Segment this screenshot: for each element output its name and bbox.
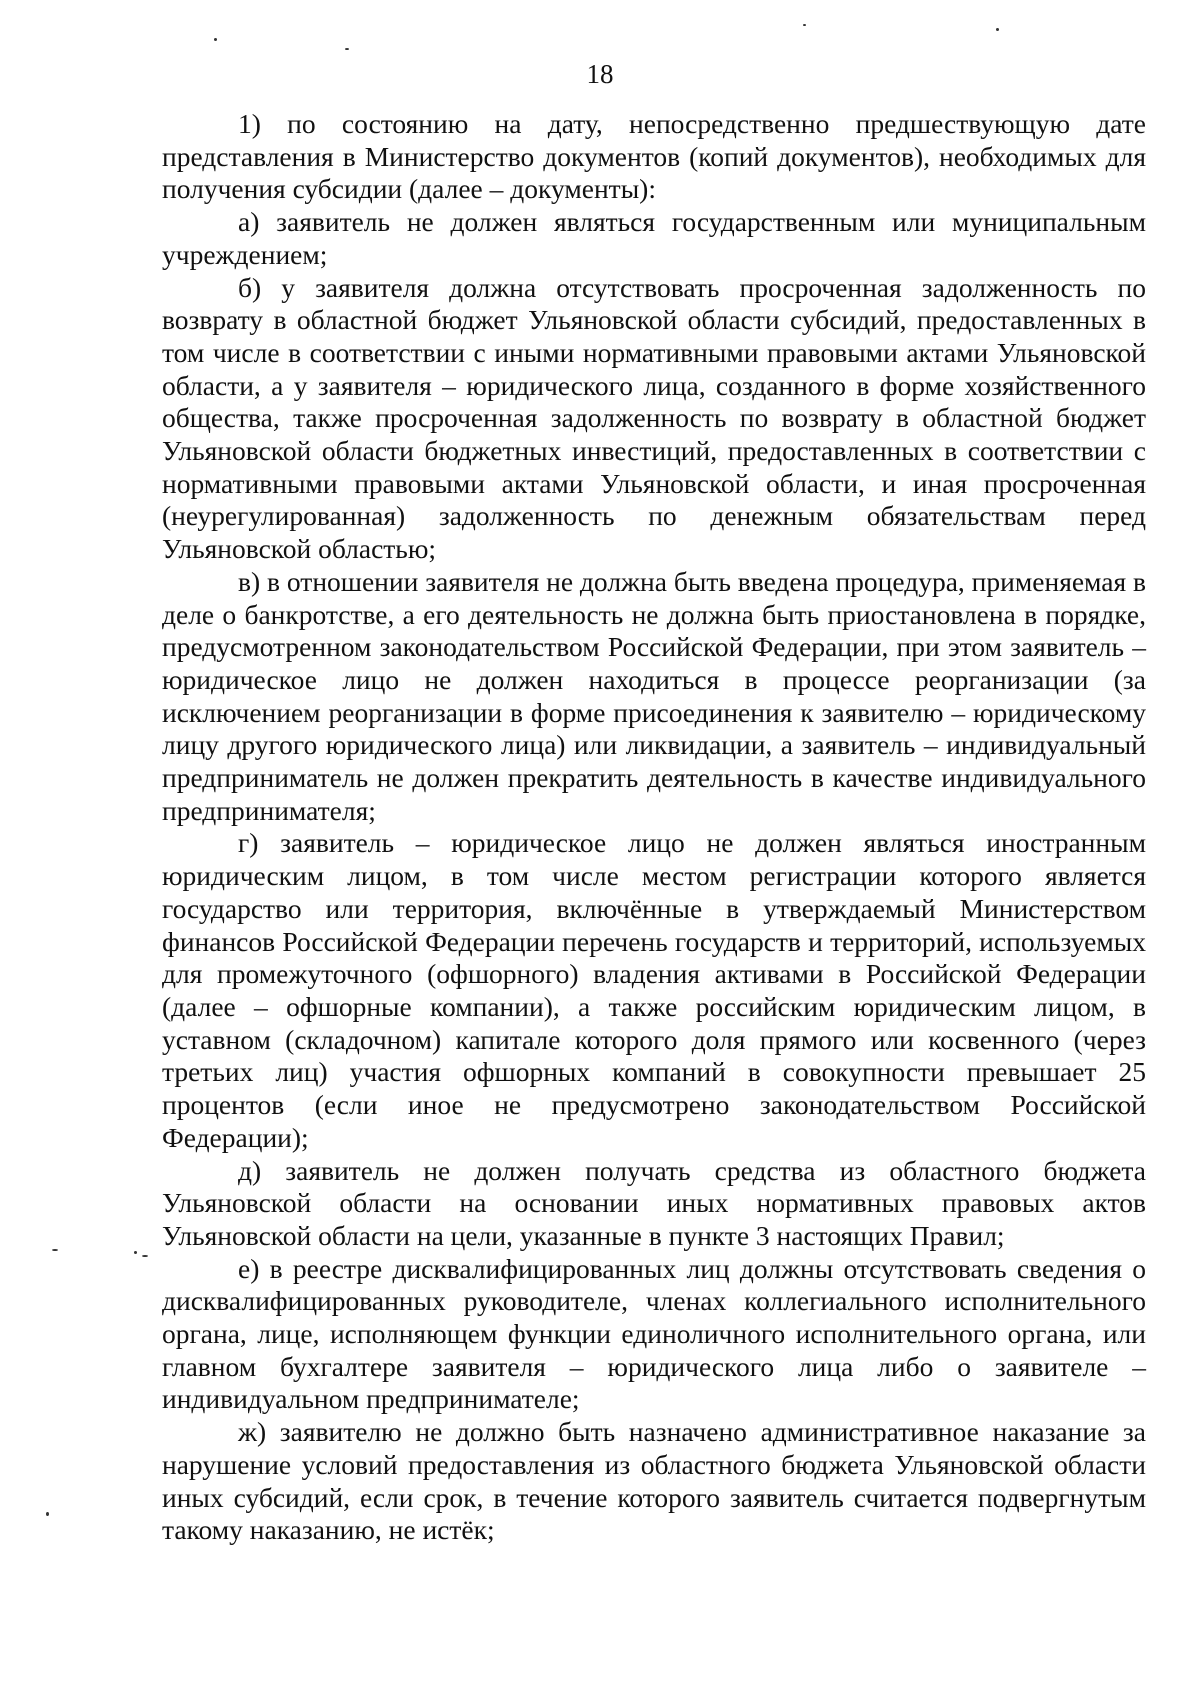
paragraph-item-a: а) заявитель не должен являться государственным или муниципальным учреждением; — [162, 206, 1146, 270]
scan-speck — [803, 24, 806, 26]
paragraph-item-e: е) в реестре дисквалифицированных лиц должны отсутствовать сведения о дисквалифицированных руководителе, членах коллегиального исполнительного органа, лице, исполняющем функции единоличного исполнительного органа, или главном бухгалтере заявителя – юридического лица либо о заявителе – индивидуальном предпринимателе; — [162, 1252, 1146, 1415]
paragraph-item-1: 1) по состоянию на дату, непосредственно предшествующую дате представления в Министерство документов (копий документов), необходимых для получения субсидии (далее – документы): — [162, 108, 1146, 205]
paragraph-item-g: г) заявитель – юридическое лицо не должен являться иностранным юридическим лицом, в том числе местом регистрации которого является государство или территория, включённые в утверждаемый Министерством финансов Российской Федерации перечень государств и территорий, используемых для промежуточного (офшорного) владения активами в Российской Федерации (далее – офшорные компании), а также российским юридическим лицом, в уставном (складочном) капитале которого доля прямого или косвенного (через третьих лиц) участия офшорных компаний в совокупности превышает 25 процентов (если иное не предусмотрено законодательством Российской Федерации); — [162, 827, 1146, 1153]
scan-speck — [52, 1249, 58, 1251]
scan-speck — [996, 28, 999, 31]
page-number: 18 — [586, 59, 614, 89]
paragraph-item-b: б) у заявителя должна отсутствовать просроченная задолженность по возврату в областной бюджет Ульяновской области субсидий, предоставленных в том числе в соответствии с иными нормативными правовыми актами Ульяновской области, а у заявителя – юридического лица, созданного в форме хозяйственного общества, также просроченная задолженность по возврату в областной бюджет Ульяновской области бюджетных инвестиций, предоставленных в соответствии с нормативными правовыми актами Ульяновской области, и иная просроченная (неурегулированная) задолженность по денежным обязательствам перед Ульяновской областью; — [162, 271, 1146, 565]
paragraph-item-zh: ж) заявителю не должно быть назначено административное наказание за нарушение условий предоставления из областного бюджета Ульяновской области иных субсидий, если срок, в течение которого заявитель считается подвергнутым такому наказанию, не истёк; — [162, 1416, 1146, 1546]
scan-speck — [134, 1251, 137, 1254]
paragraph-item-d: д) заявитель не должен получать средства из областного бюджета Ульяновской области на основании иных нормативных правовых актов Ульяновской области на цели, указанные в пункте 3 настоящих Правил; — [162, 1154, 1146, 1251]
scan-speck — [214, 38, 217, 41]
document-body — [162, 108, 1146, 1547]
scan-speck — [142, 1255, 148, 1257]
scan-speck — [345, 48, 349, 50]
scan-speck — [46, 1512, 49, 1516]
paragraph-item-v: в) в отношении заявителя не должна быть введена процедура, применяемая в деле о банкротстве, а его деятельность не должна быть приостановлена в порядке, предусмотренном законодательством Российской Федерации, при этом заявитель – юридическое лицо не должен находиться в процессе реорганизации (за исключением реорганизации в форме присоединения к заявителю – юридическому лицу другого юридического лица) или ликвидации, а заявитель – индивидуальный предприниматель не должен прекратить деятельность в качестве индивидуального предпринимателя; — [162, 565, 1146, 826]
